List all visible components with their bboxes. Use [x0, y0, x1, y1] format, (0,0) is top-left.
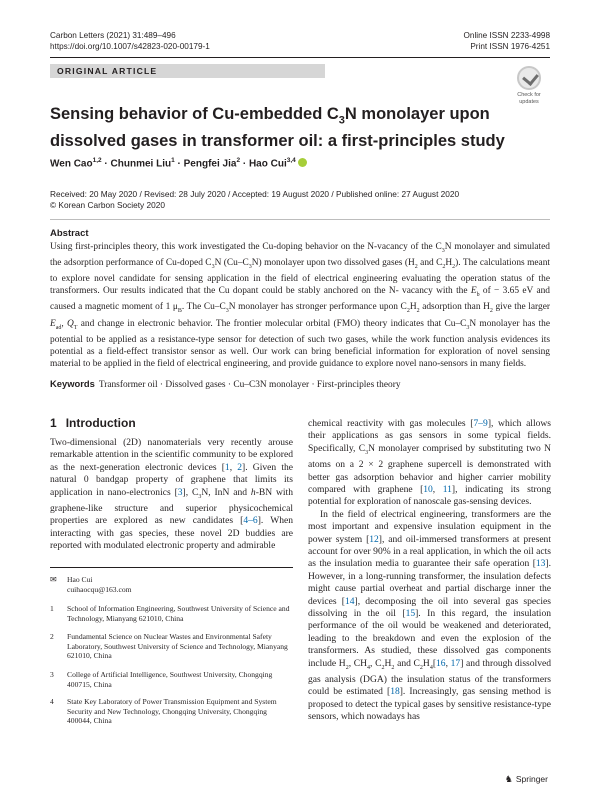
- check-updates-icon: [517, 66, 541, 90]
- history-dates: Received: 20 May 2020 / Revised: 28 July 2020 / Accepted: 19 August 2020 / Published online: 27 August 2020: [50, 189, 460, 199]
- intro-left-column: [50, 437, 293, 553]
- doi-link[interactable]: https://doi.org/10.1007/s42823-020-00179-1: [50, 42, 210, 51]
- footnote-divider: [50, 567, 293, 568]
- affiliation-1: 1 School of Information Engineering, Southwest University of Science and Technology, Mianyang 621010, China: [50, 604, 290, 623]
- copyright: © Korean Carbon Society 2020: [50, 199, 165, 210]
- springer-horse-icon: ♞: [504, 774, 513, 784]
- check-for-updates-badge[interactable]: [510, 66, 548, 105]
- affiliation-4: 4 State Key Laboratory of Power Transmission Equipment and System Security and New Technology, Chongqing University, Chongqing 400044, China: [50, 697, 277, 726]
- section-divider: [50, 219, 550, 220]
- article-type-banner: ORIGINAL ARTICLE: [50, 64, 325, 78]
- author-name[interactable]: Hao Cui: [248, 158, 287, 170]
- publication-dates: [50, 189, 459, 210]
- journal-header: [50, 30, 210, 52]
- keywords-text: Transformer oil · Dissolved gases · Cu–C3N monolayer · First-principles theory: [98, 380, 401, 390]
- header-divider: [50, 57, 550, 58]
- author-list: Wen Cao$^{1,2}$ · Chunmei Liu$^1$ · Pengfei Jia$^2$ · Hao Cui$^{3,4}$: [50, 157, 307, 169]
- correspondence-email[interactable]: cuihaocqu@163.com: [67, 584, 132, 594]
- online-issn: Online ISSN 2233-4998: [463, 31, 550, 40]
- intro-paragraph-1-cont: chemical reactivity with gas molecules [7–9], which allows their applications as gas sensors in some typical fields. Specifically, $C_3N$ monolayer comprised by substituting two N atoms on a 2 × 2 graphene supercell is demonstrated with better gas adsorption behavior and higher carrier mobility compared with graphene [10, 11], indicating its strong potential for exploration of nanoscale gas-sensing devices.: [308, 418, 551, 508]
- orcid-icon[interactable]: [298, 158, 307, 167]
- section-heading-introduction: 1 Introduction: [50, 416, 136, 430]
- keywords-label: Keywords: [50, 378, 95, 389]
- correspondence-name: Hao Cui: [67, 575, 93, 584]
- issn-block: [464, 30, 550, 52]
- check-updates-label: Check for updates: [517, 92, 541, 105]
- abstract-body: Using first-principles theory, this work investigated the Cu-doping behavior on the N-vacancy of the $C_3N$ monolayer and simulated the adsorption performance of Cu-doped $C_3N$ $(Cu-C_3N)$ monolayer upon two dissolved gases ($H_2$ and $C_2H_2$). The calculations meant to explore novel candidate for sensing application in the field of electrical engineering evaluating the operation status of the transformers. Our results indicated that the Cu dopant could be stably anchored on the N- vacancy with the $E_b$ of − 3.65 eV and caused a magnetic moment of 1 $\mu_B$. The $Cu-C_3N$ monolayer has stronger performance upon $C_2H_2$ adsorption than $H_2$ give the larger $E_{ad}$, $Q_T$ and change in electronic behavior. The frontier molecular orbital (FMO) theory indicates that $Cu-C_3N$ monolayer has the potential to be applied as a resistance-type sensor for detection of such two gases, while the work function analysis evidences its potential as a field-effect transistor sensor as well. Our work can bring beneficial information for exploration of novel sensing material to be applied in the field of electrical engineering, and provide guidance to explore novel nano-sensors in many fields.: [50, 242, 550, 369]
- article-title: Sensing behavior of Cu-embedded $C_3N$ monolayer upon dissolved gases in transformer oil: a first-principles study: [50, 105, 505, 150]
- print-issn: Print ISSN 1976-4251: [470, 42, 550, 51]
- abstract-heading: Abstract: [50, 228, 89, 239]
- keywords-line: [50, 378, 550, 390]
- author-name[interactable]: Pengfei Jia: [183, 158, 237, 170]
- affiliation-2: 2 Fundamental Science on Nuclear Wastes and Environmental Safety Laboratory, Southwest University of Science and Technology, Mianyang 621010, China: [50, 632, 288, 661]
- envelope-icon: ✉: [50, 575, 57, 584]
- intro-right-column: [308, 418, 551, 724]
- affiliation-3: 3 College of Artificial Intelligence, Southwest University, Chongqing 400715, China: [50, 670, 273, 689]
- journal-citation: Carbon Letters (2021) 31:489–496: [50, 31, 176, 40]
- author-name[interactable]: Chunmei Liu: [110, 158, 172, 170]
- intro-paragraph-2: In the field of electrical engineering, transformers are the most important and expensive insulation equipment in the power system [12], and oil-immersed transformers at present account for over 90% in a real application, in which the oil acts as the insulation media to guarantee their safe operation [13]. However, in a long-running transformer, the insulation defects might cause partial overheat and partial discharge inner the devices [14], decomposing the oil into several gas species dissolving in the oil [15]. In this regard, the insulation performance of the oil would be weakened and deteriorated, leading to the breakdown and even the explosion of the transformers. As studied, these dissolved gas components include $H_2$, $CH_4$, $C_2H_2$ and $C_2H_4[16$, 17] and through dissolved gas analysis (DGA) the insulation status of the transformers could be estimated [18]. Increasingly, gas sensing method is proposed to detect the typical gases by sensitive resistance-type sensors, which nowadays has: [308, 508, 551, 723]
- correspondence-footnote: [50, 575, 293, 594]
- author-name[interactable]: Wen Cao: [50, 158, 93, 170]
- intro-paragraph-1: Two-dimensional (2D) nanomaterials very recently arouse remarkable attention in the scientific community to be explored as the next-generation electronic devices [1, 2]. Given the natural 0 bandgap property of graphene that limits its application in nano-electronics [3], $C_3N$, InN and h-BN with graphene-like structure and superior physicochemical properties are explored as new candidates [4–6]. When interacting with gas species, these novel 2D buddies are reported with modulated electronic property and admirable: [50, 437, 294, 552]
- publisher-footer: ♞ Springer: [504, 774, 548, 784]
